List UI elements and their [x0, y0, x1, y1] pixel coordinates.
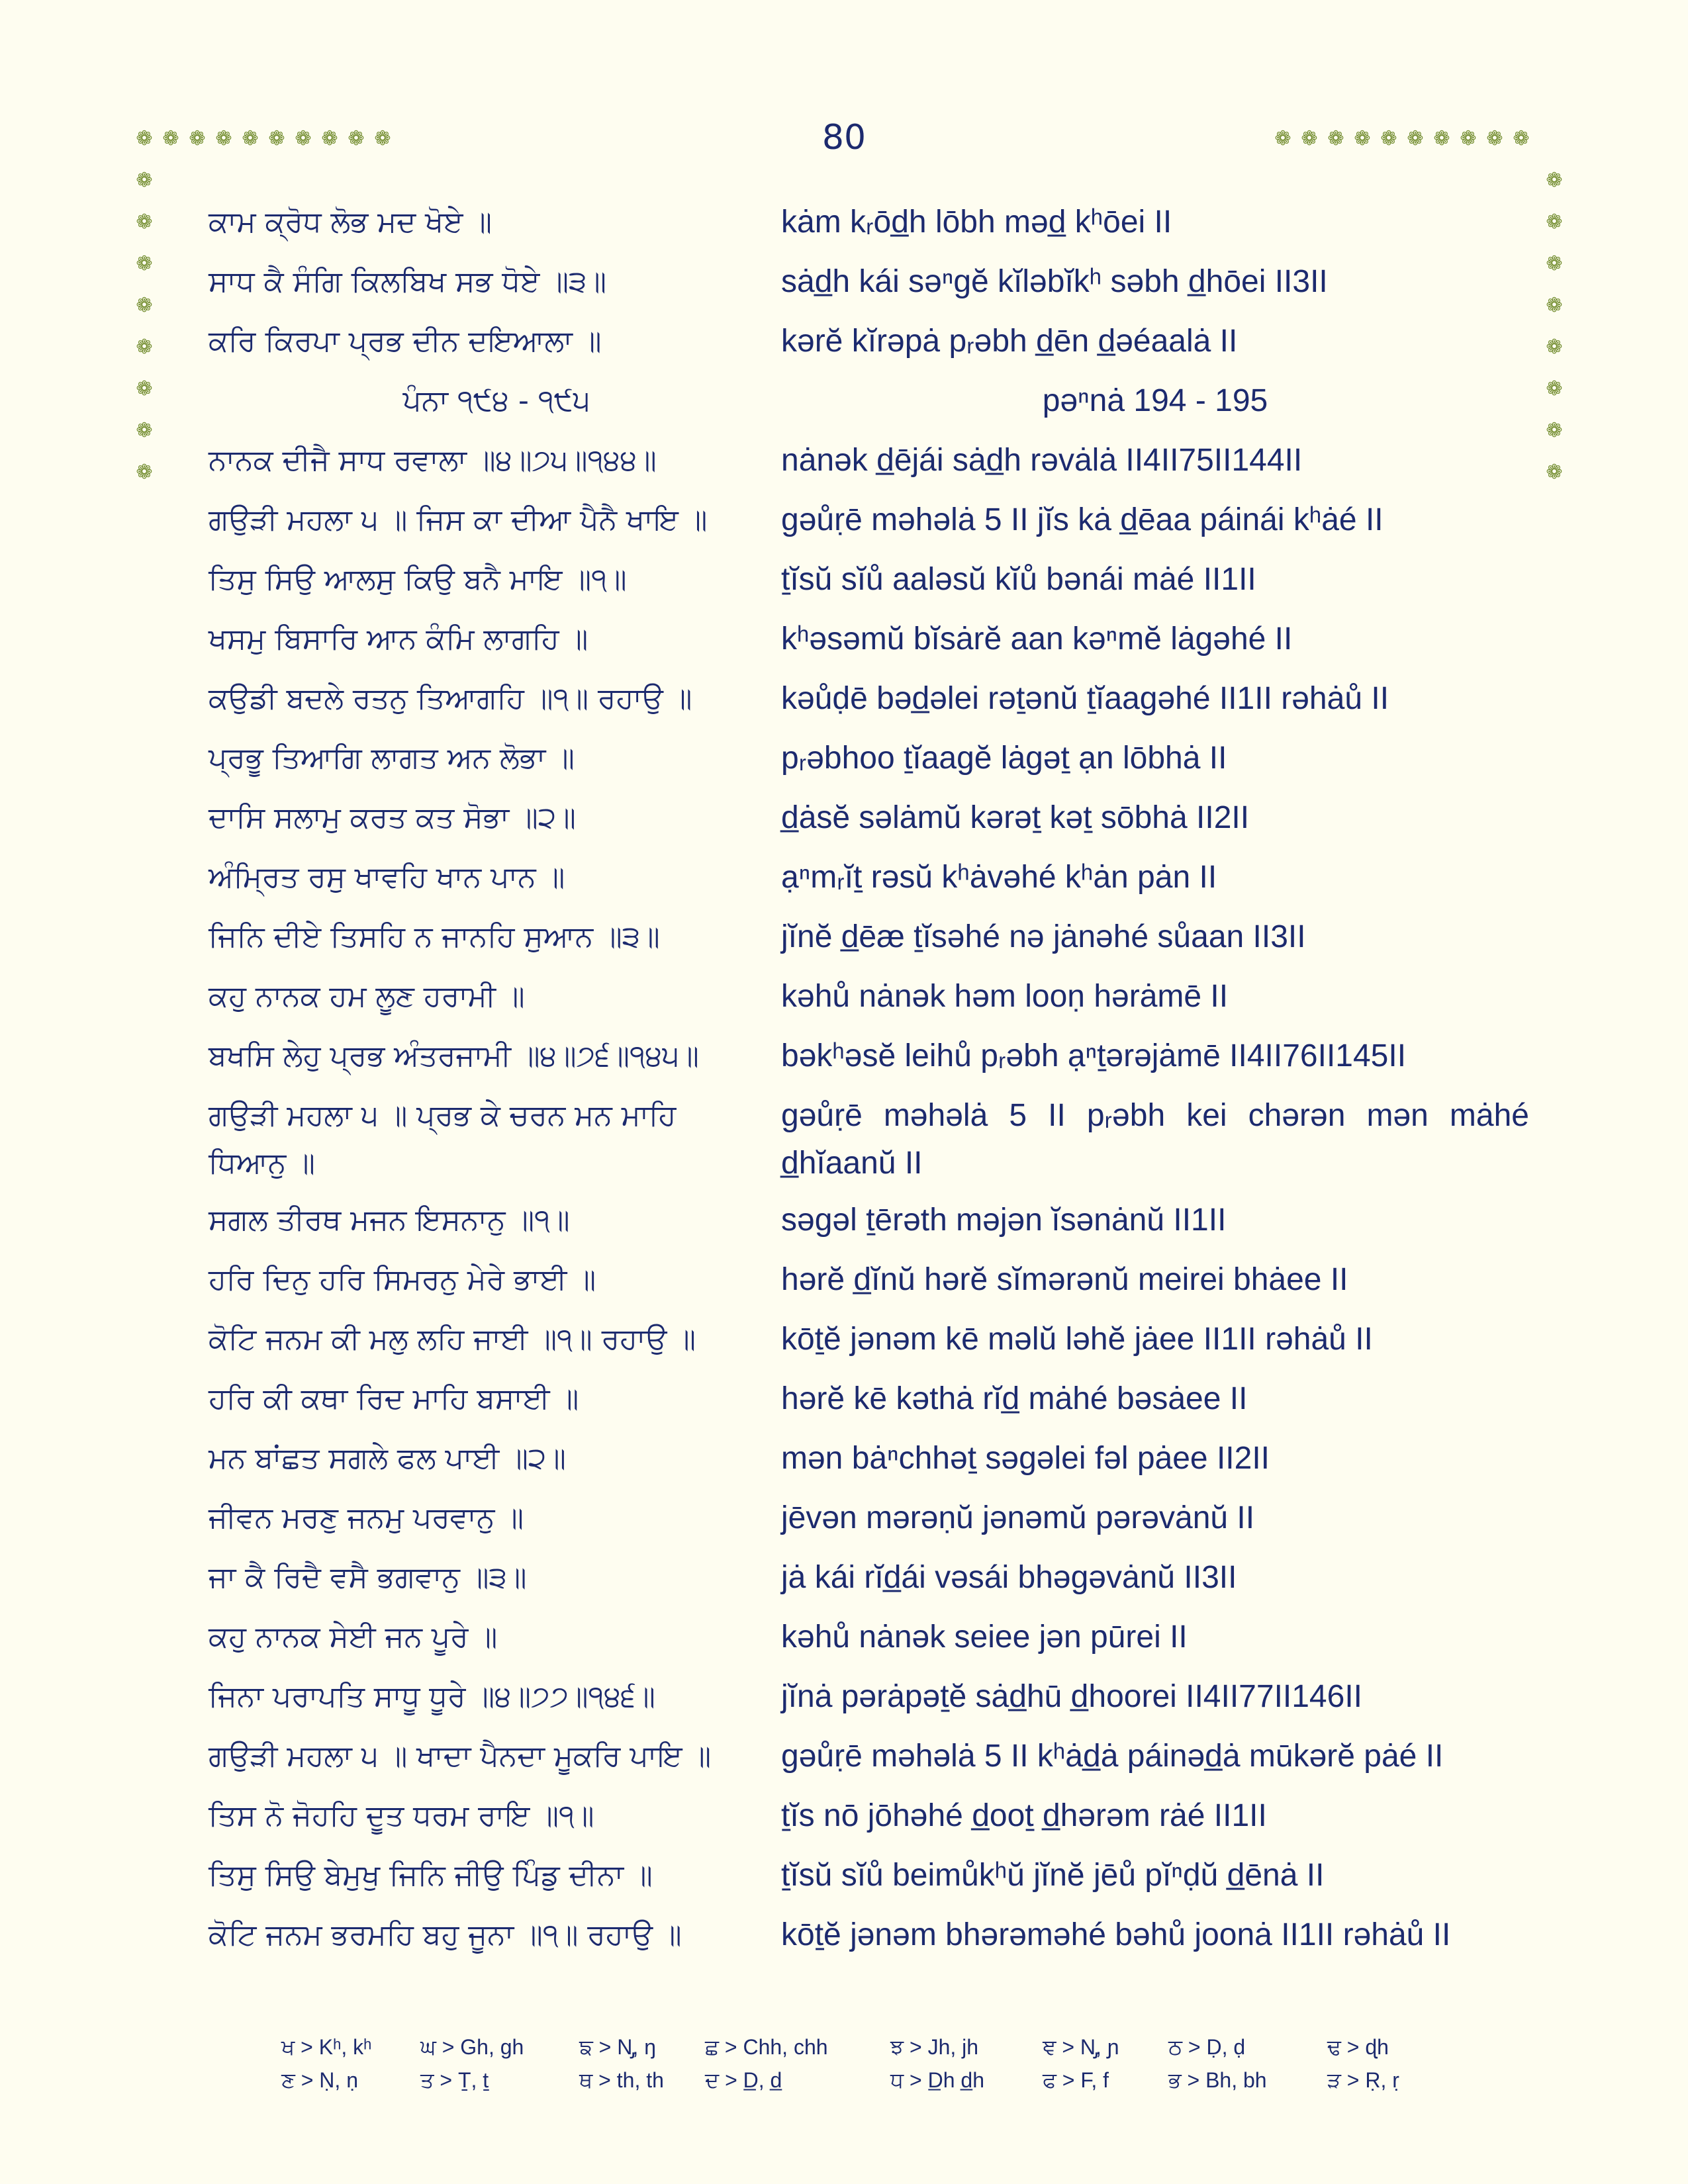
legend-item: ਙ > N̡, ŋ — [579, 2035, 656, 2059]
flower-ornament-icon: ❁ — [136, 336, 153, 359]
flower-ornament-icon: ❁ — [1407, 127, 1424, 150]
transliteration-text: ṯĭs nō jōhəhé d̲ooṯ d̲hərəm rȧé II1II — [781, 1798, 1267, 1833]
flower-ornament-icon: ❁ — [136, 252, 153, 275]
verse-line — [0, 913, 1688, 966]
gurmukhi-text: ਕੋਟਿ ਜਨਮ ਕੀ ਮਲੁ ਲਹਿ ਜਾਈ ॥੧॥ ਰਹਾਉ ॥ — [209, 1322, 696, 1356]
verse-line — [0, 1197, 1688, 1250]
page-reference-translit: pəⁿnȧ 194 - 195 — [1042, 383, 1268, 418]
flower-ornament-icon: ❁ — [1327, 127, 1344, 150]
transliteration-text: mən bȧⁿchhəṯ səgəlei fəl pȧee II2II — [781, 1441, 1270, 1476]
transliteration-text: səgəl ṯērəth məjən ĭsənȧnŭ II1II — [781, 1203, 1227, 1238]
gurmukhi-text: ਅੰਮ੍ਰਿਤ ਰਸੁ ਖਾਵਹਿ ਖਾਨ ਪਾਨ ॥ — [209, 860, 565, 894]
gurmukhi-text: ਤਿਸੁ ਸਿਉ ਬੇਮੁਖੁ ਜਿਨਿ ਜੀਉ ਪਿੰਡੁ ਦੀਨਾ ॥ — [209, 1858, 653, 1892]
flower-ornament-icon: ❁ — [136, 294, 153, 317]
verse-line — [0, 1733, 1688, 1786]
verse-line — [0, 1316, 1688, 1369]
flower-ornament-icon: ❁ — [295, 127, 312, 150]
legend-item: ਦ > D̲, d̲ — [705, 2068, 782, 2092]
flower-ornament-icon: ❁ — [268, 127, 285, 150]
verse-line — [0, 1256, 1688, 1309]
flower-ornament-icon: ❁ — [374, 127, 391, 150]
flower-ornament-icon: ❁ — [1301, 127, 1318, 150]
transliteration-text: hərĕ kē kəthȧ rĭd̲ mȧhé bəsȧee II — [781, 1381, 1248, 1416]
gurmukhi-text: ਸਗਲ ਤੀਰਥ ਮਜਨ ਇਸਨਾਨੁ ॥੧॥ — [209, 1203, 570, 1237]
gurmukhi-text: ਗਉੜੀ ਮਹਲਾ ੫ ॥ ਜਿਸ ਕਾ ਦੀਆ ਪੈਨੈ ਖਾਇ ॥ — [209, 503, 708, 537]
transliteration-text: gəůṛē məhəlȧ 5 II kʰȧd̲ȧ páinəd̲ȧ mūkərĕ pȧé II — [781, 1739, 1444, 1774]
verse-line — [0, 973, 1688, 1026]
flower-ornament-icon: ❁ — [162, 127, 179, 150]
page-number: 80 — [821, 118, 867, 158]
transliteration-text: ṯĭsŭ sĭů beimůkʰŭ jĭnĕ jēů pĭⁿḍŭ d̲ēnȧ II — [781, 1858, 1325, 1893]
legend-item: ੜ > Ṛ, ṛ — [1327, 2068, 1399, 2092]
transliteration-text: kōṯĕ jənəm bhərəməhé bəhů joonȧ II1II rəhȧů II — [781, 1917, 1451, 1952]
gurmukhi-text: ਕਹੁ ਨਾਨਕ ਹਮ ਲੂਣ ਹਰਾਮੀ ॥ — [209, 979, 525, 1013]
flower-ornament-icon: ❁ — [1380, 127, 1397, 150]
transliteration-text: hərĕ d̲ĭnŭ hərĕ sĭmərənŭ meirei bhȧee II — [781, 1262, 1348, 1297]
flower-ornament-icon: ❁ — [1486, 127, 1503, 150]
legend-item: ਖ > Kʰ, kʰ — [281, 2035, 372, 2059]
verse-line — [0, 1092, 1688, 1181]
transliteration-legend — [281, 2035, 1473, 2101]
verse-line — [0, 1032, 1688, 1085]
flower-ornament-icon: ❁ — [1546, 461, 1563, 484]
legend-item: ਥ > th, th — [579, 2068, 664, 2092]
transliteration-text: jĭnĕ d̲ēæ ṯĭsəhé nə jȧnəhé sůaan II3II — [781, 919, 1306, 954]
legend-row — [281, 2035, 1473, 2068]
flower-ornament-icon: ❁ — [1433, 127, 1450, 150]
verse-line — [0, 1494, 1688, 1547]
legend-item: ਝ > Jh, jh — [890, 2035, 979, 2059]
flower-ornament-icon: ❁ — [189, 127, 206, 150]
verse-line — [0, 1614, 1688, 1666]
legend-item: ਛ > Chh, chh — [705, 2035, 828, 2059]
flower-ornament-icon: ❁ — [321, 127, 338, 150]
legend-item: ਧ > D̲h d̲h — [890, 2068, 985, 2092]
verse-line — [0, 556, 1688, 609]
page-reference-gurmukhi: ਪੰਨਾ ੧੯੪ - ੧੯੫ — [402, 384, 590, 418]
flower-ornament-icon: ❁ — [1354, 127, 1371, 150]
verse-line — [0, 496, 1688, 549]
gurmukhi-text: ਜੀਵਨ ਮਰਣੁ ਜਨਮੁ ਪਰਵਾਨੁ ॥ — [209, 1501, 524, 1535]
gurmukhi-text: ਗਉੜੀ ਮਹਲਾ ੫ ॥ ਪ੍ਰਭ ਕੇ ਚਰਨ ਮਨ ਮਾਹਿ ਧਿਆਨੁ ॥ — [209, 1099, 677, 1180]
verse-line — [0, 377, 1688, 430]
transliteration-text: jȧ kái rĭd̲ái vəsái bhəgəvȧnŭ II3II — [781, 1560, 1237, 1595]
verse-line — [0, 615, 1688, 668]
transliteration-text: jĭnȧ pərȧpəṯĕ sȧd̲hū d̲hoorei II4II77II146II — [781, 1679, 1362, 1714]
transliteration-text: kʰəsəmŭ bĭsȧrĕ aan kəⁿmĕ lȧgəhé II — [781, 621, 1293, 657]
flower-ornament-icon: ❁ — [242, 127, 259, 150]
flower-ornament-icon: ❁ — [1546, 252, 1563, 275]
legend-item: ਫ > F, f — [1043, 2068, 1109, 2092]
gurmukhi-text: ਹਰਿ ਕੀ ਕਥਾ ਰਿਦ ਮਾਹਿ ਬਸਾਈ ॥ — [209, 1382, 579, 1416]
flower-ornament-icon: ❁ — [1546, 169, 1563, 192]
transliteration-text: ṯĭsŭ sĭů aaləsŭ kĭů bənái mȧé II1II — [781, 562, 1256, 597]
flower-ornament-icon: ❁ — [136, 169, 153, 192]
gurmukhi-text: ਤਿਸੁ ਸਿਉ ਆਲਸੁ ਕਿਉ ਬਨੈ ਮਾਇ ॥੧॥ — [209, 563, 627, 596]
flower-ornament-icon: ❁ — [1546, 419, 1563, 442]
transliteration-text: jēvən mərəṇŭ jənəmŭ pərəvȧnŭ II — [781, 1500, 1255, 1535]
gurmukhi-text: ਨਾਨਕ ਦੀਜੈ ਸਾਧ ਰਵਾਲਾ ॥੪॥੭੫॥੧੪੪॥ — [209, 443, 657, 477]
legend-row — [281, 2068, 1473, 2101]
legend-item: ਘ > Gh, gh — [420, 2035, 524, 2059]
verse-line — [0, 1554, 1688, 1607]
verse-line — [0, 1673, 1688, 1726]
flower-ornament-icon: ❁ — [136, 461, 153, 484]
legend-item: ਭ > Bh, bh — [1168, 2068, 1267, 2092]
transliteration-text: kȧm kᵣōd̲h lōbh məd̲ kʰōei II — [781, 205, 1172, 240]
flower-ornament-icon: ❁ — [136, 210, 153, 234]
flower-ornament-icon: ❁ — [348, 127, 365, 150]
transliteration-text: gəůṛē məhəlȧ 5 II pᵣəbh kei chərən mən mȧhé d̲hĭaanŭ II — [781, 1098, 1529, 1181]
flower-ornament-icon: ❁ — [1546, 377, 1563, 400]
transliteration-text: kōṯĕ jənəm kē məlŭ ləhĕ jȧee II1II rəhȧů II — [781, 1322, 1373, 1357]
transliteration-text: kəhů nȧnək seiee jən pūrei II — [781, 1619, 1188, 1655]
transliteration-text: pᵣəbhoo ṯĭaagĕ lȧgəṯ ạn lōbhȧ II — [781, 741, 1227, 776]
gurmukhi-text: ਕਹੁ ਨਾਨਕ ਸੇਈ ਜਨ ਪੂਰੇ ॥ — [209, 1620, 498, 1654]
verse-line — [0, 258, 1688, 311]
verse-line — [0, 1435, 1688, 1488]
verse-line — [0, 675, 1688, 728]
legend-item: ਢ > ɖh — [1327, 2035, 1389, 2059]
transliteration-text: kərĕ kĭrəpȧ pᵣəbh d̲ēn d̲əéaalȧ II — [781, 324, 1238, 359]
flower-ornament-icon: ❁ — [1546, 294, 1563, 317]
gurmukhi-text: ਕਰਿ ਕਿਰਪਾ ਪ੍ਰਭ ਦੀਨ ਦਇਆਲਾ ॥ — [209, 324, 602, 358]
transliteration-text: kəůḍē bəd̲əlei rəṯənŭ ṯĭaagəhé II1II rəhȧů II — [781, 681, 1389, 716]
gurmukhi-text: ਗਉੜੀ ਮਹਲਾ ੫ ॥ ਖਾਦਾ ਪੈਨਦਾ ਮੂਕਰਿ ਪਾਇ ॥ — [209, 1739, 712, 1773]
flower-ornament-icon: ❁ — [1513, 127, 1530, 150]
flower-ornament-icon: ❁ — [1546, 336, 1563, 359]
legend-item: ਞ > N̡, ɲ — [1043, 2035, 1119, 2059]
gurmukhi-text: ਜਿਨਿ ਦੀਏ ਤਿਸਹਿ ਨ ਜਾਨਹਿ ਸੁਆਨ ॥੩॥ — [209, 920, 660, 954]
gurmukhi-text: ਕਉਡੀ ਬਦਲੇ ਰਤਨੁ ਤਿਆਗਹਿ ॥੧॥ ਰਹਾਉ ॥ — [209, 682, 692, 715]
flower-ornament-icon: ❁ — [1546, 210, 1563, 234]
gurmukhi-text: ਮਨ ਬਾਂਛਤ ਸਗਲੇ ਫਲ ਪਾਈ ॥੨॥ — [209, 1441, 566, 1475]
verse-line — [0, 854, 1688, 907]
gurmukhi-text: ਕੋਟਿ ਜਨਮ ਭਰਮਹਿ ਬਹੁ ਜੂਨਾ ॥੧॥ ਰਹਾਉ ॥ — [209, 1918, 682, 1952]
gurmukhi-text: ਸਾਧ ਕੈ ਸੰਗਿ ਕਿਲਬਿਖ ਸਭ ਧੋਏ ॥੩॥ — [209, 265, 607, 298]
gurmukhi-text: ਹਰਿ ਦਿਨੁ ਹਰਿ ਸਿਮਰਨੁ ਮੇਰੇ ਭਾਈ ॥ — [209, 1263, 596, 1297]
gurmukhi-text: ਜਾ ਕੈ ਰਿਦੈ ਵਸੈ ਭਗਵਾਨੁ ॥੩॥ — [209, 1561, 527, 1594]
verse-line — [0, 735, 1688, 788]
gurmukhi-text: ਤਿਸ ਨੋ ਜੋਹਹਿ ਦੂਤ ਧਰਮ ਰਾਇ ॥੧॥ — [209, 1799, 594, 1833]
transliteration-text: nȧnək d̲ējái sȧd̲h rəvȧlȧ II4II75II144II — [781, 443, 1303, 478]
verse-line — [0, 199, 1688, 251]
verse-line — [0, 1852, 1688, 1905]
gurmukhi-text: ਖਸਮੁ ਬਿਸਾਰਿ ਆਨ ਕੰਮਿ ਲਾਗਹਿ ॥ — [209, 622, 588, 656]
transliteration-text: gəůṛē məhəlȧ 5 II jĭs kȧ d̲ēaa páinái kʰȧé II — [781, 502, 1383, 537]
legend-item: ਠ > Ḍ, ḍ — [1168, 2035, 1246, 2059]
gurmukhi-text: ਦਾਸਿ ਸਲਾਮੁ ਕਰਤ ਕਤ ਸੋਭਾ ॥੨॥ — [209, 801, 576, 835]
legend-item: ਣ > Ṇ, ṇ — [281, 2068, 358, 2092]
verse-line — [0, 1792, 1688, 1845]
flower-ornament-icon: ❁ — [136, 419, 153, 442]
verse-line — [0, 437, 1688, 490]
gurmukhi-text: ਪ੍ਰਭੂ ਤਿਆਗਿ ਲਾਗਤ ਅਨ ਲੋਭਾ ॥ — [209, 741, 575, 775]
gurmukhi-text: ਕਾਮ ਕ੍ਰੋਧ ਲੋਭ ਮਦ ਖੋਏ ॥ — [209, 205, 492, 239]
flower-ornament-icon: ❁ — [136, 127, 153, 150]
gurmukhi-text: ਜਿਨਾ ਪਰਾਪਤਿ ਸਾਧੂ ਧੂਰੇ ॥੪॥੭੭॥੧੪੬॥ — [209, 1680, 655, 1713]
flower-ornament-icon: ❁ — [1460, 127, 1477, 150]
legend-item: ਤ > Ṯ, ṯ — [420, 2068, 489, 2092]
transliteration-text: sȧd̲h kái səⁿgĕ kĭləbĭkʰ səbh d̲hōei II3II — [781, 264, 1328, 299]
gurmukhi-text: ਬਖਸਿ ਲੇਹੁ ਪ੍ਰਭ ਅੰਤਰਜਾਮੀ ॥੪॥੭੬॥੧੪੫॥ — [209, 1039, 699, 1073]
verse-line — [0, 1911, 1688, 1964]
verse-line — [0, 794, 1688, 847]
flower-ornament-icon: ❁ — [136, 377, 153, 400]
flower-ornament-icon: ❁ — [1274, 127, 1291, 150]
verse-line — [0, 318, 1688, 371]
flower-ornament-icon: ❁ — [215, 127, 232, 150]
verse-line — [0, 1375, 1688, 1428]
transliteration-text: kəhů nȧnək həm looṇ hərȧmē II — [781, 979, 1229, 1014]
transliteration-text: bəkʰəsĕ leihů pᵣəbh ạⁿṯərəjȧmē II4II76II145II — [781, 1038, 1407, 1073]
transliteration-text: ạⁿmᵣĭṯ rəsŭ kʰȧvəhé kʰȧn pȧn II — [781, 860, 1217, 895]
transliteration-text: d̲ȧsĕ səlȧmŭ kərəṯ kəṯ sōbhȧ II2II — [781, 800, 1250, 835]
